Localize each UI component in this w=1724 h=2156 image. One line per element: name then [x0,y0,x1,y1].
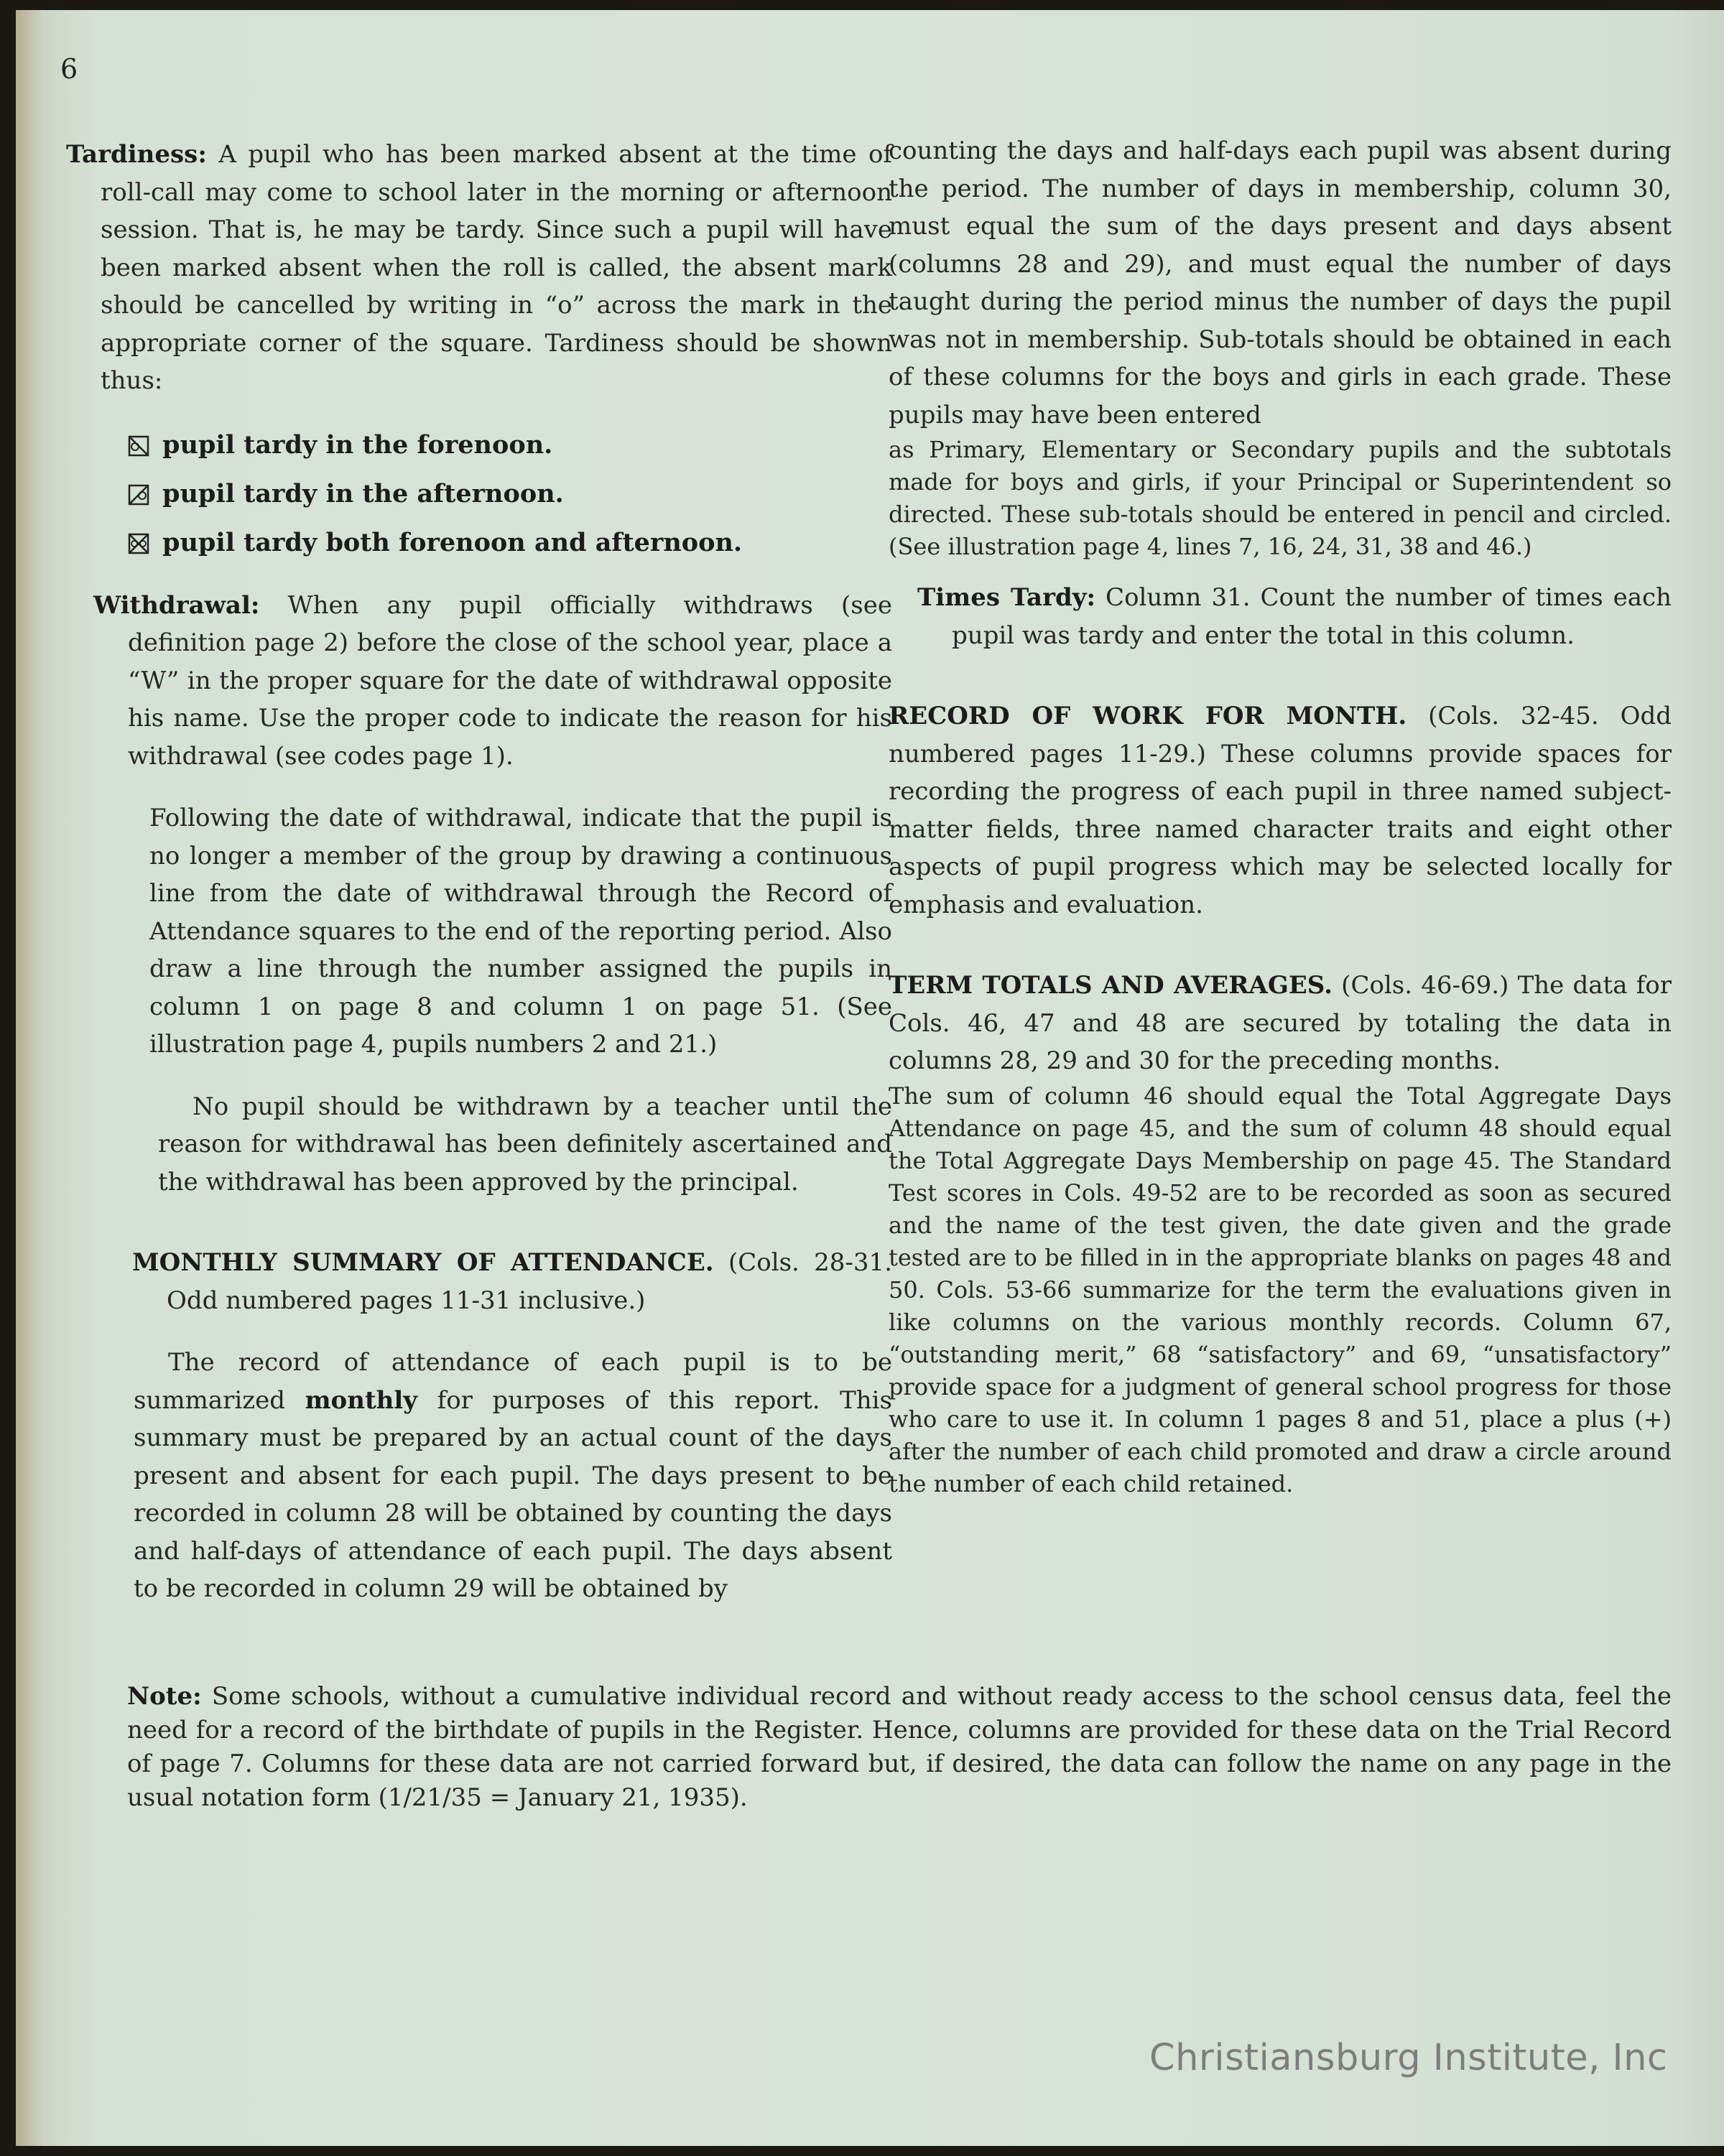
times-tardy-paragraph [917,579,1672,654]
right-column [889,132,1672,1500]
monthly-summary-body [134,1344,892,1608]
note-body: Some schools, without a cumulative individual record and without ready access to the school census data, feel the need for a record of the birthdate of pupils in the Register. Hence, columns are provided for these data on the Trial Record of page 7. Columns for these data are not carried forward but, if desired, the data can follow the name on any page in the usual notation form (1/21/35 = January 21, 1935). [127,1682,1672,1812]
withdrawal-paragraph-3: No pupil should be withdrawn by a teacher until the reason for withdrawal has been definitely ascertained and the withdrawal has been approved by the principal. [158,1092,892,1197]
withdrawal-heading: Withdrawal: [93,590,260,620]
tardy-forenoon-symbol-icon [128,435,149,457]
tardiness-paragraph [66,136,892,400]
tardy-both-label: pupil tardy both forenoon and afternoon. [162,528,743,558]
monthly-emphasis: monthly [305,1385,418,1415]
tardy-forenoon-label: pupil tardy in the forenoon. [162,430,553,460]
record-of-work-body: (Cols. 32-45. Odd numbered pages 11-29.) These columns provide spaces for recording the progress of each pupil in three named subject-matter fields, three named character traits and eight other aspects of pupil progress which may be selected locally for emphasis and evaluation. [889,702,1672,919]
note-paragraph [127,1680,1672,1815]
tardy-afternoon-label: pupil tardy in the afternoon. [162,479,564,509]
tardy-both-symbol-icon [128,533,149,554]
monthly-summary-heading-rest: (Cols. 28-31. Odd numbered pages 11-31 inclusive.) [167,1248,892,1315]
times-tardy-body: Column 31. Count the number of times each pupil was tardy and enter the total in this column. [952,583,1672,650]
list-item [128,422,892,470]
left-column [66,136,892,1608]
term-totals-body-small: The sum of column 46 should equal the Total Aggregate Days Attendance on page 45, and the sum of column 48 should equal the Total Aggregate Days Membership on page 45. The Standard Test scores in Cols. 49-52 are to be recorded as soon as secured and the name of the test given, the date given and the grade tested are to be filled in in the appropriate blanks on pages 48 and 50. Cols. 53-66 summarize for the term the evaluations given in like columns on the various monthly records. Column 67, “outstanding merit,” 68 “satisfactory” and 69, “unsatisfactory” provide space for a judgment of general school progress for those who care to use it. In column 1 pages 8 and 51, place a plus (+) after the number of each child promoted and draw a circle around the number of each child retained. [889,1082,1672,1497]
tardiness-body: A pupil who has been marked absent at the time of roll-call may come to school later in the morning or afternoon session. That is, he may be tardy. Since such a pupil will have been marked absent when the roll is called, the absent mark should be cancelled by writing in “o” across the mark in the appropriate corner of the square. Tardiness should be shown thus: [101,140,892,395]
watermark: Christiansburg Institute, Inc [1149,2037,1668,2079]
term-totals-paragraph [889,967,1672,1080]
note-heading: Note: [127,1682,202,1711]
tardy-afternoon-symbol-icon [128,484,149,506]
document-page [16,10,1724,2146]
monthly-summary-continued: counting the days and half-days each pupil was absent during the period. The number of days in membership, column 30, must equal the sum of the days present and days absent (columns 28 and 29), and must equal the number of days taught during the period minus the number of days the pupil was not in membership. Sub-totals should be obtained in each of these columns for the boys and girls in each grade. These pupils may have been entered [889,136,1672,429]
page-number: 6 [60,53,78,85]
monthly-summary-continued-small: as Primary, Elementary or Secondary pupils and the subtotals made for boys and girls, if your Principal or Superintendent so directed. These sub-totals should be entered in pencil and circled. (See illustration page 4, lines 7, 16, 24, 31, 38 and 46.) [889,436,1672,560]
times-tardy-heading: Times Tardy: [917,583,1096,612]
term-totals-body: (Cols. 46-69.) The data for Cols. 46, 47 and 48 are secured by totaling the data in columns 28, 29 and 30 for the preceding months. [889,971,1672,1075]
monthly-summary-heading: MONTHLY SUMMARY OF ATTENDANCE. [132,1248,714,1277]
withdrawal-body: When any pupil officially withdraws (see definition page 2) before the close of the school year, place a “W” in the proper square for the date of withdrawal opposite his name. Use the proper code to indicate the reason for his withdrawal (see codes page 1). [128,590,892,771]
list-item [128,519,892,568]
record-of-work-heading: RECORD OF WORK FOR MONTH. [889,702,1407,730]
withdrawal-paragraph-2: Following the date of withdrawal, indicate that the pupil is no longer a member of the group by drawing a continuous line from the date of withdrawal through the Record of Attendance squares to the end of the reporting period. Also draw a line through the number assigned the pupils in column 1 on page 8 and column 1 on page 51. (See illustration page 4, pupils numbers 2 and 21.) [149,804,892,1059]
tardiness-symbol-list [128,422,892,568]
monthly-summary-body-start: The record of attendance of each pupil is to be summarized [134,1348,892,1415]
withdrawal-paragraph [93,587,892,776]
term-totals-heading: TERM TOTALS AND AVERAGES. [889,971,1333,1000]
record-of-work-paragraph [889,697,1672,924]
tardiness-heading: Tardiness: [66,140,207,169]
monthly-summary-heading-paragraph [132,1244,892,1319]
list-item [128,470,892,519]
monthly-summary-body-end: for purposes of this report. This summary must be prepared by an actual count of the days present and absent for each pupil. The days present to be recorded in column 28 will be obtained by counting the days and half-days of attendance of each pupil. The days absent to be recorded in column 29 will be obtained by [134,1385,892,1603]
